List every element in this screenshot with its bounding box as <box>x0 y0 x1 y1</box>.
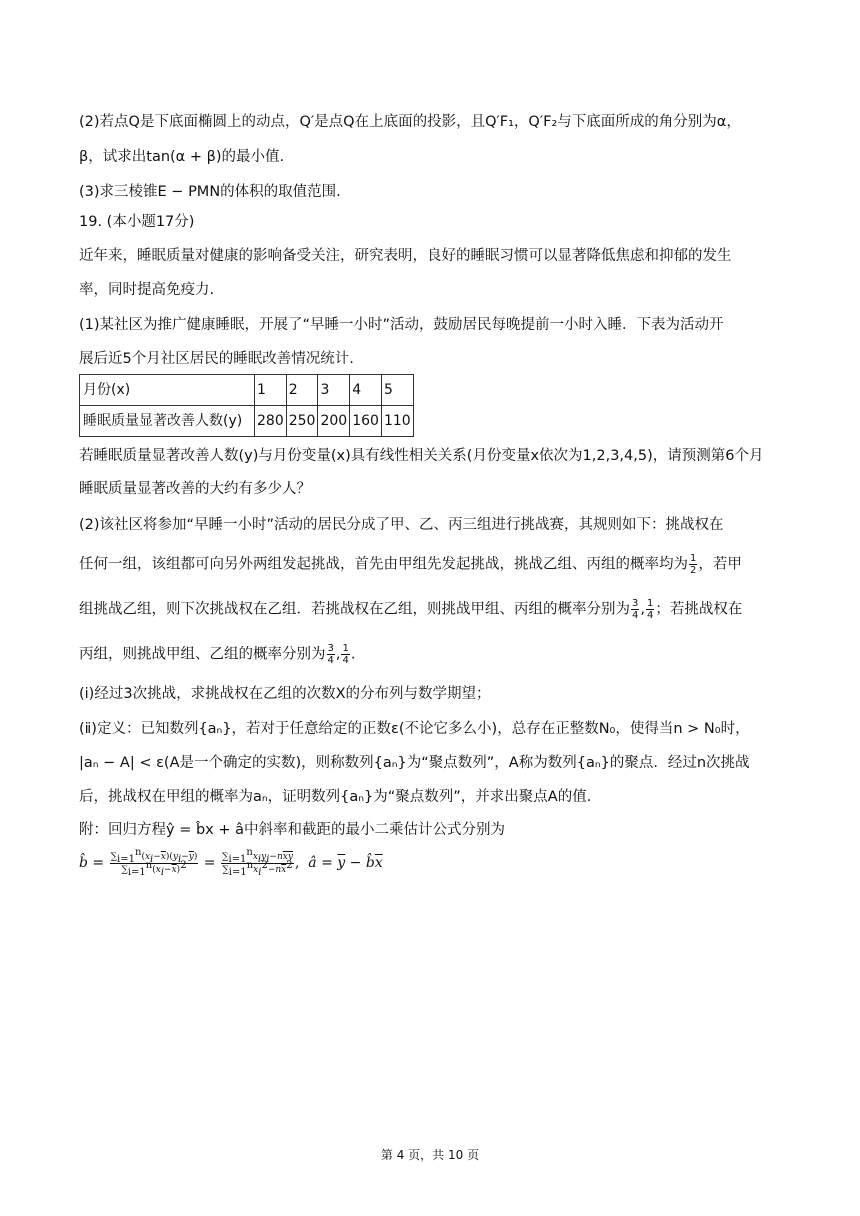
q19-part2-line3-tail: ；若挑战权在 <box>655 601 743 618</box>
table-header-count: 睡眠质量显著改善人数(y) <box>80 406 255 437</box>
fraction-three-quarters: $\frac{3}{4}$ <box>632 598 639 621</box>
q19-part2-line4: 丙组，则挑战甲组、乙组的概率分别为 $\frac{3}{4}$ , $\frac{1}{4}$ . <box>79 643 356 666</box>
fraction-three-quarters-b: $\frac{3}{4}$ <box>327 643 334 666</box>
q19-sub-ii-line3: 后，挑战权在甲组的概率为aₙ，证明数列{aₙ}为“聚点数列”，并求出聚点A的值. <box>79 789 592 805</box>
table-cell: 250 <box>286 406 318 437</box>
q19-sub-ii-line1: (ⅱ)定义：已知数列{aₙ}，若对于任意给定的正数ε(不论它多么小)，总存在正整数N₀，使得当n > N₀时， <box>79 721 750 737</box>
q18-part2-line2: β，试求出tan(α + β)的最小值. <box>79 149 285 165</box>
q19-part1-question-line1: 若睡眠质量显著改善人数(y)与月份变量(x)具有线性相关关系(月份变量x依次为1,2,3,4,5)，请预测第6个月 <box>79 448 764 464</box>
page-footer: 第 4 页，共 10 页 <box>380 1148 480 1162</box>
table-cell: 200 <box>318 406 350 437</box>
q19-intro-line2: 率，同时提高免疫力. <box>79 282 215 298</box>
q19-sub-ii-line2: |aₙ − A| < ε(A是一个确定的实数)，则称数列{aₙ}为“聚点数列”，A称为数列{aₙ}的聚点．经过n次挑战 <box>79 755 750 771</box>
q19-part2-line1: (2)该社区将参加“早睡一小时”活动的居民分成了甲、乙、丙三组进行挑战赛，其规则如下：挑战权在 <box>79 517 724 533</box>
q18-part2-line1: (2)若点Q是下底面椭圆上的动点，Q′是点Q在上底面的投影，且Q′F₁，Q′F₂与下底面所成的角分别为α， <box>79 114 741 130</box>
table-cell: 3 <box>318 375 350 406</box>
table-cell: 160 <box>350 406 382 437</box>
table-header-month: 月份(x) <box>80 375 255 406</box>
sleep-improvement-table <box>79 374 414 437</box>
q19-heading: 19. (本小题17分) <box>79 214 195 230</box>
table-cell: 110 <box>381 406 413 437</box>
table-cell: 5 <box>381 375 413 406</box>
table-cell: 280 <box>255 406 287 437</box>
q19-part2-line2 <box>79 553 742 576</box>
table-cell: 2 <box>286 375 318 406</box>
table-cell: 1 <box>255 375 287 406</box>
q19-part2-line3-text: 组挑战乙组，则下次挑战权在乙组．若挑战权在乙组，则挑战甲组、丙组的概率分别为 <box>79 601 630 618</box>
q19-part2-line3: 组挑战乙组，则下次挑战权在乙组．若挑战权在乙组，则挑战甲组、丙组的概率分别为 $\frac{3}{4}$ , $\frac{1}{4}$ ；若挑战权在 <box>79 598 743 621</box>
q19-part1-question-line2: 睡眠质量显著改善的大约有多少人？ <box>79 481 311 497</box>
q19-part1-line2: 展后近5个月社区居民的睡眠改善情况统计. <box>79 351 354 367</box>
q19-part1-line1: (1)某社区为推广健康睡眠，开展了“早睡一小时”活动，鼓励居民每晚提前一小时入睡．下表为活动开 <box>79 317 724 333</box>
q18-part3: (3)求三棱锥E − PMN的体积的取值范围. <box>79 184 341 200</box>
fraction-one-quarter-b: $\frac{1}{4}$ <box>342 643 349 666</box>
fraction-one-half: $\frac{1}{2}$ <box>690 553 697 576</box>
q19-part2-line4-text: 丙组，则挑战甲组、乙组的概率分别为 <box>79 646 326 663</box>
q19-part2-line2-tail: ，若甲 <box>698 556 742 573</box>
q19-sub-i: (ⅰ)经过3次挑战，求挑战权在乙组的次数X的分布列与数学期望； <box>79 686 491 702</box>
fraction-one-quarter: $\frac{1}{4}$ <box>646 598 654 621</box>
least-squares-formula: b̂ = $\frac{\sum_{i=1}^n(x_i-\overline{x})(y_i-\overline{y})}{\sum_{i=1}^n(x_i-\overline{x})^2}$ = $\frac{\sum_{i=1}^nx_iy_i-n\overline{xy}}{\sum_{i=1}^nx_i^2-n\overline{x}^2}$ , â = $\overline{y}$ − $b̂\overline{x}$ <box>79 846 383 878</box>
table-cell: 4 <box>350 375 382 406</box>
q19-intro-line1: 近年来，睡眠质量对健康的影响备受关注，研究表明，良好的睡眠习惯可以显著降低焦虑和抑郁的发生 <box>79 248 732 264</box>
q19-part2-line2-text: 任何一组，该组都可向另外两组发起挑战，首先由甲组先发起挑战，挑战乙组、丙组的概率均为 <box>79 556 688 573</box>
q19-appendix: 附：回归方程ŷ = b̂x + â中斜率和截距的最小二乘估计公式分别为 <box>79 822 505 838</box>
table-row <box>80 375 414 406</box>
table-row <box>80 406 414 437</box>
